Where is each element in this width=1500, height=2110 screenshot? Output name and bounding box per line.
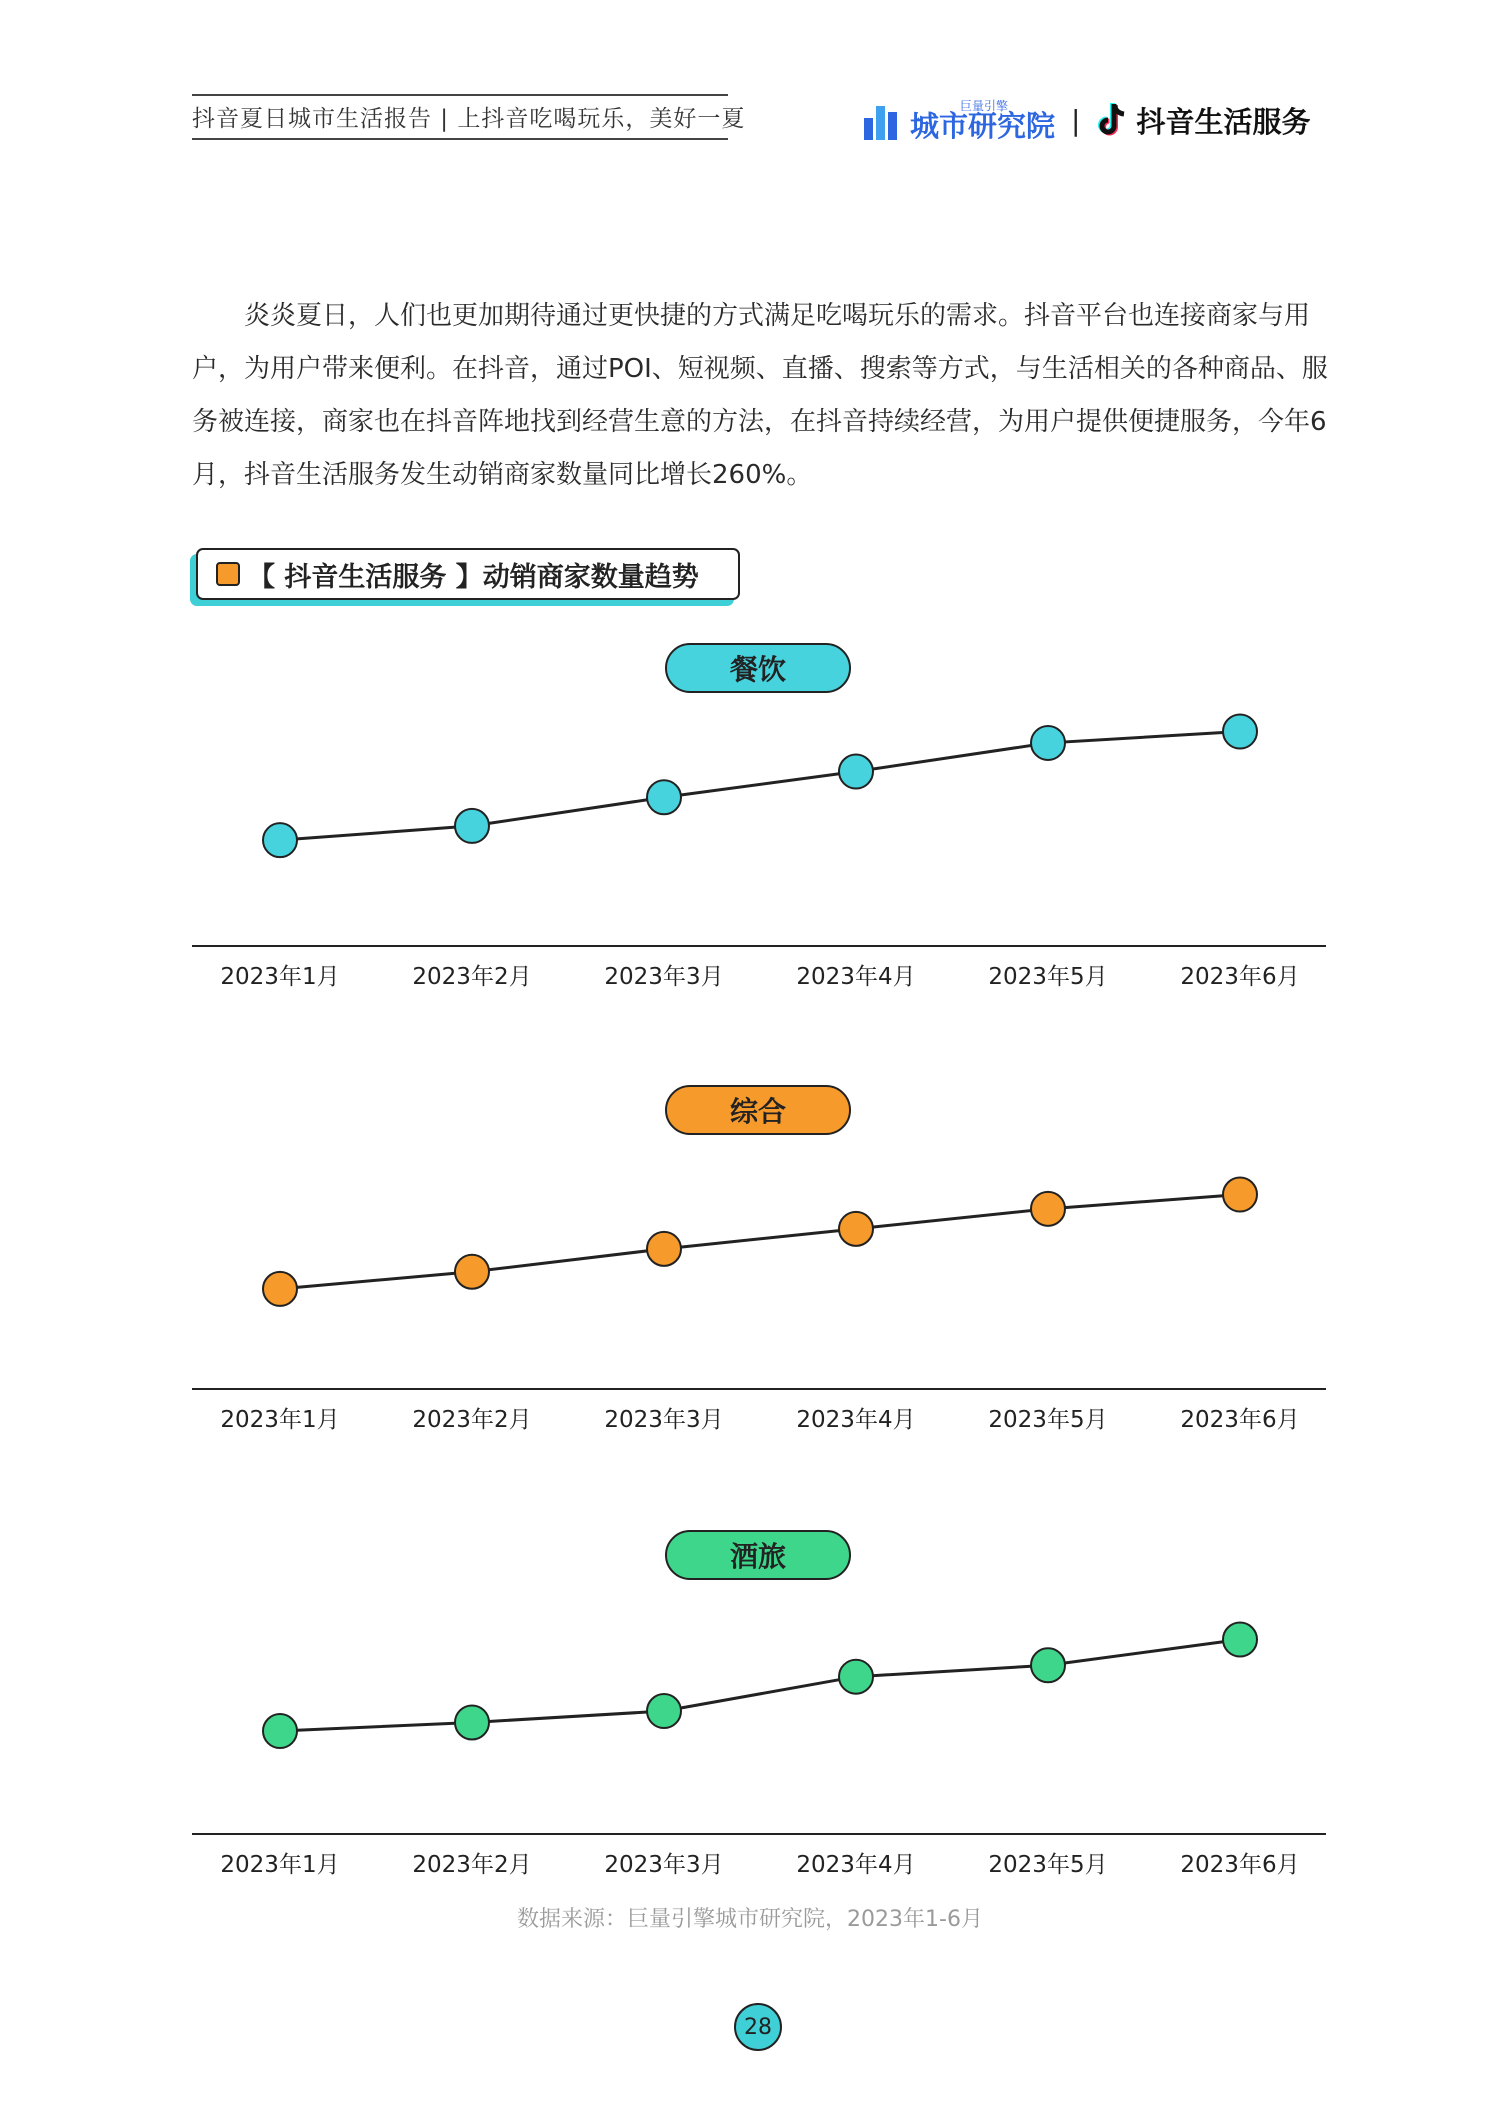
data-point bbox=[1031, 1648, 1065, 1682]
x-tick-label: 2023年2月 bbox=[412, 964, 532, 990]
x-tick-label: 2023年5月 bbox=[988, 1407, 1108, 1433]
x-tick-label: 2023年4月 bbox=[796, 1852, 916, 1878]
series-line bbox=[280, 1640, 1240, 1732]
chart-title-badge: 酒旅 bbox=[665, 1530, 851, 1580]
x-tick-label: 2023年6月 bbox=[1180, 964, 1300, 990]
x-tick-label: 2023年4月 bbox=[796, 1407, 916, 1433]
x-tick-label: 2023年5月 bbox=[988, 1852, 1108, 1878]
x-tick-label: 2023年1月 bbox=[220, 1852, 340, 1878]
data-point bbox=[647, 1232, 681, 1266]
data-point bbox=[1031, 726, 1065, 760]
brand-separator: | bbox=[1071, 103, 1081, 137]
data-source: 数据来源：巨量引擎城市研究院，2023年1-6月 bbox=[517, 1907, 983, 1932]
x-tick-label: 2023年2月 bbox=[412, 1407, 532, 1433]
chart-title-badge: 餐饮 bbox=[665, 643, 851, 693]
series-line bbox=[280, 732, 1240, 841]
data-point bbox=[455, 1255, 489, 1289]
x-tick-label: 2023年4月 bbox=[796, 964, 916, 990]
x-tick-label: 2023年5月 bbox=[988, 964, 1108, 990]
brand-small-text: 巨量引擎 bbox=[960, 98, 1009, 113]
x-tick-label: 2023年6月 bbox=[1180, 1852, 1300, 1878]
data-point bbox=[839, 755, 873, 789]
data-point bbox=[455, 1705, 489, 1739]
partner-name: 抖音生活服务 bbox=[1136, 104, 1311, 139]
data-point bbox=[263, 823, 297, 857]
data-point bbox=[839, 1660, 873, 1694]
x-tick-label: 2023年3月 bbox=[604, 964, 724, 990]
data-point bbox=[839, 1212, 873, 1246]
chart-title-badge: 综合 bbox=[665, 1085, 851, 1135]
data-point bbox=[1031, 1192, 1065, 1226]
data-point bbox=[1223, 1178, 1257, 1212]
x-tick-label: 2023年2月 bbox=[412, 1852, 532, 1878]
x-tick-label: 2023年1月 bbox=[220, 964, 340, 990]
x-tick-label: 2023年3月 bbox=[604, 1852, 724, 1878]
data-point bbox=[647, 780, 681, 814]
data-point bbox=[263, 1714, 297, 1748]
x-tick-label: 2023年3月 bbox=[604, 1407, 724, 1433]
page-number: 28 bbox=[734, 2003, 782, 2051]
x-tick-label: 2023年6月 bbox=[1180, 1407, 1300, 1433]
intro-paragraph: 炎炎夏日，人们也更加期待通过更快捷的方式满足吃喝玩乐的需求。抖音平台也连接商家与用户，为用户带来便利。在抖音，通过POI、短视频、直播、搜索等方式，与生活相关的各种商品、服务被连接，商家也在抖音阵地找到经营生意的方法，在抖音持续经营，为用户提供便捷服务，今年6月，抖音生活服务发生动销商家数量同比增长260%。 bbox=[192, 301, 1328, 490]
data-point bbox=[1223, 715, 1257, 749]
section-title: 【 抖音生活服务 】动销商家数量趋势 bbox=[248, 561, 699, 593]
x-tick-label: 2023年1月 bbox=[220, 1407, 340, 1433]
series-line bbox=[280, 1195, 1240, 1289]
data-point bbox=[1223, 1623, 1257, 1657]
data-point bbox=[263, 1272, 297, 1306]
data-point bbox=[647, 1694, 681, 1728]
report-title: 抖音夏日城市生活报告 | 上抖音吃喝玩乐，美好一夏 bbox=[192, 106, 746, 132]
brand-main-text: 城市研究院 bbox=[910, 108, 1056, 143]
data-point bbox=[455, 809, 489, 843]
